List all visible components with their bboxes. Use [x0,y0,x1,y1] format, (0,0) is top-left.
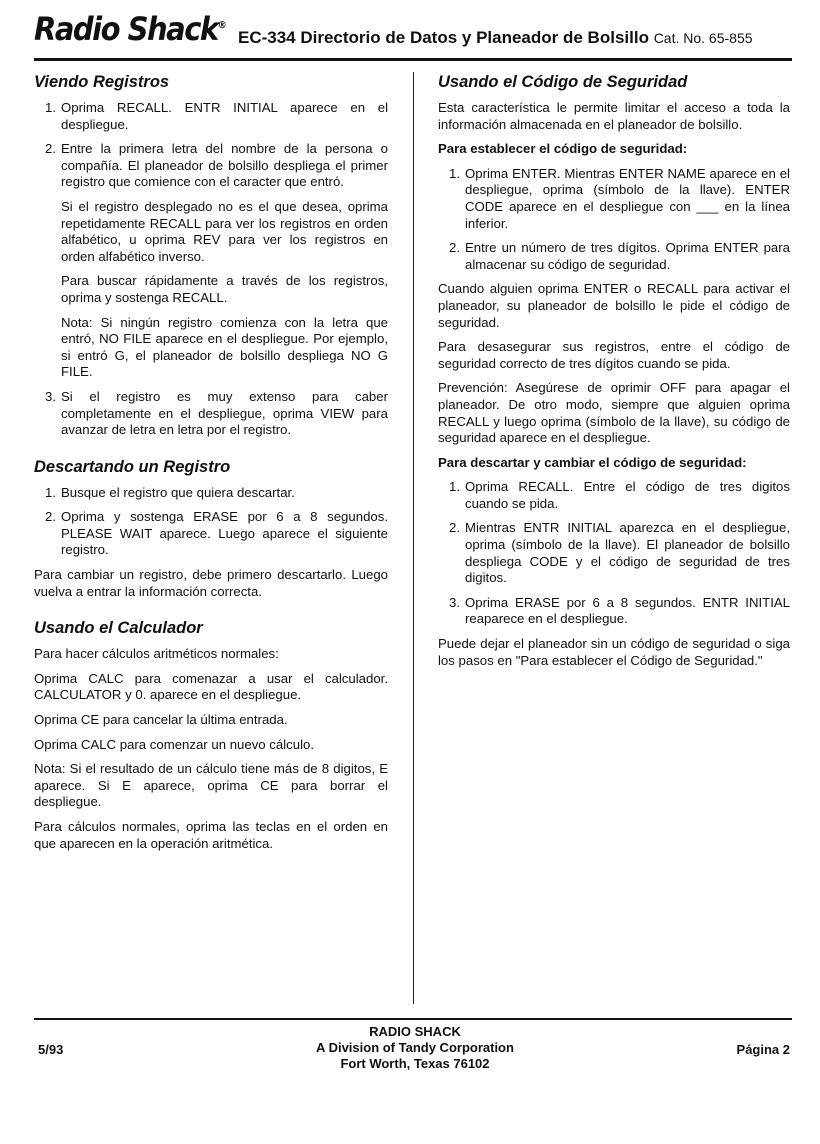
list-item-text: Oprima RECALL. Entre el código de tres digitos cuando se pida. [465,479,790,511]
right-column [438,72,790,677]
list-item-text: Oprima ENTER. Mientras ENTER NAME aparece en el despliegue, oprima (símbolo de la llave). ENTER CODE aparece en el despliegue con ___ en la línea inferior. [465,165,790,231]
section-heading-seguridad: Usando el Código de Seguridad [438,73,688,91]
list-item: 1. Oprima RECALL. ENTR INITIAL aparece en el despliegue. [45,100,388,132]
list-item-text: Mientras ENTR INITIAL aparezca en el despliegue, oprima (símbolo de la llave). El planeador de bolsillo despliega CODE y el código de seguridad de tres digitos. [465,520,790,586]
list-item: 1. Busque el registro que quiera descartar. [34,485,388,502]
list-item: 3. Si el registro es muy extenso para caber completamente en el despliegue, oprima VIEW para avanzar de letra en letra por el registro. [45,388,388,438]
paragraph: Puede dejar el planeador sin un código de seguridad o siga los pasos en "Para establecer el Código de Seguridad." [438,636,790,668]
list-item-text: Oprima ERASE por 6 a 8 segundos. ENTR INITIAL reaparece en el despliegue. [465,594,790,627]
paragraph: Para desasegurar sus registros, entre el código de seguridad correcto de tres dígitos cuando se pida. [438,339,790,371]
title-text: EC-334 Directorio de Datos y Planeador de Bolsillo [238,28,649,47]
note: Nota: Si ningún registro comienza con la letra que entró, NO FILE aparece en el despliegue. Por ejemplo, si entró G, el planeador de bolsillo despliega NO G FILE. [61,314,388,380]
list-item: 1. Oprima ENTER. Mientras ENTER NAME aparece en el despliegue, oprima (símbolo de la llave). ENTER CODE aparece en el despliegue con ___ en la línea inferior. [449,165,790,231]
company-address: Fort Worth, Texas 76102 [340,1056,490,1071]
paragraph: Esta característica le permite limitar el acceso a toda la información almacenada en el planeador de bolsillo. [438,100,790,132]
caution: Prevención: Asegúrese de oprimir OFF para apagar el planeador. De otro modo, siempre que alguien oprima RECALL y luego oprima (símbolo de la llave), su código de seguridad aparece en el despliegue. [438,380,790,446]
list-item: 2. Oprima y sostenga ERASE por 6 a 8 segundos. PLEASE WAIT aparece. Luego aparece el siguiente registro. [45,509,388,558]
subheading-descartar: Para descartar y cambiar el código de seguridad: [438,454,747,470]
section-heading-calculador: Usando el Calculador [34,619,203,638]
section-heading-viendo: Viendo Registros [34,73,170,91]
header-rule [34,58,792,61]
list-item: 2. Entre la primera letra del nombre de la persona o compañía. El planeador de bolsillo despliega el primer registro que comience con el caracter que entró. [45,141,388,190]
paragraph: Para cambiar un registro, debe primero descartarlo. Luego vuelva a entrar la información correcta. [34,567,388,599]
list-item-text: Si el registro es muy extenso para caber completamente en el despliegue, oprima VIEW para avanzar de letra en letra por el registro. [61,388,388,438]
list-item-text: Oprima RECALL. ENTR INITIAL aparece en el despliegue. [61,100,388,132]
paragraph: Oprima CALC para comenzar un nuevo cálculo. [34,736,315,752]
company-name: RADIO SHACK [369,1024,461,1039]
company-division: A Division of Tandy Corporation [316,1040,514,1055]
footer-company [250,1024,580,1072]
subheading-establecer: Para establecer el código de seguridad: [438,141,688,157]
list-item-text: Oprima y sostenga ERASE por 6 a 8 segundos. PLEASE WAIT aparece. Luego aparece el siguiente registro. [61,509,388,558]
column-divider [413,72,414,1004]
paragraph: Para cálculos normales, oprima las teclas en el orden en que aparecen en la operación aritmética. [34,819,388,851]
left-column [34,72,388,860]
note: Nota: Si el resultado de un cálculo tiene más de 8 digitos, E aparece. Si E aparece, oprima CE para borrar el despliegue. [34,761,388,810]
radio-shack-logo [34,10,226,48]
catalog-number: Cat. No. 65-855 [653,30,753,46]
paragraph: Oprima CE para cancelar la última entrada. [34,712,288,728]
paragraph: Para buscar rápidamente a través de los registros, oprima y sostenga RECALL. [61,273,388,305]
list-item: 2. Mientras ENTR INITIAL aparezca en el despliegue, oprima (símbolo de la llave). El planeador de bolsillo despliega CODE y el código de seguridad de tres digitos. [449,520,790,586]
paragraph: Para hacer cálculos aritméticos normales: [34,646,279,662]
list-item: 3. Oprima ERASE por 6 a 8 segundos. ENTR INITIAL reaparece en el despliegue. [449,594,790,627]
document-title [238,30,753,47]
list-item-text: Busque el registro que quiera descartar. [61,484,295,500]
section-heading-descartando: Descartando un Registro [34,457,231,476]
footer-date: 5/93 [38,1042,64,1057]
logo-text: Radio Shack [34,10,218,48]
list-item: 1. Oprima RECALL. Entre el código de tres digitos cuando se pida. [449,479,790,511]
paragraph: Si el registro desplegado no es el que desea, oprima repetidamente RECALL para ver los registros en orden alfabético, u oprima REV para ver los registros en orden alfabético inverso. [61,198,388,264]
footer-rule [34,1018,792,1020]
page-number: Página 2 [736,1042,790,1057]
page-header [34,10,792,56]
registered-mark: ® [217,20,226,32]
list-item-text: Entre la primera letra del nombre de la persona o compañía. El planeador de bolsillo despliega el primer registro que comience con el caracter que entró. [61,141,388,190]
paragraph: Cuando alguien oprima ENTER o RECALL para activar el planeador, su planeador de bolsillo le pide el código de seguridad. [438,281,790,330]
list-item-text: Entre un número de tres dígitos. Oprima ENTER para almacenar su código de seguridad. [465,240,790,272]
list-item: 2. Entre un número de tres dígitos. Oprima ENTER para almacenar su código de seguridad. [449,240,790,272]
paragraph: Oprima CALC para comenazar a usar el calculador. CALCULATOR y 0. aparece en el despliegue. [34,670,388,703]
